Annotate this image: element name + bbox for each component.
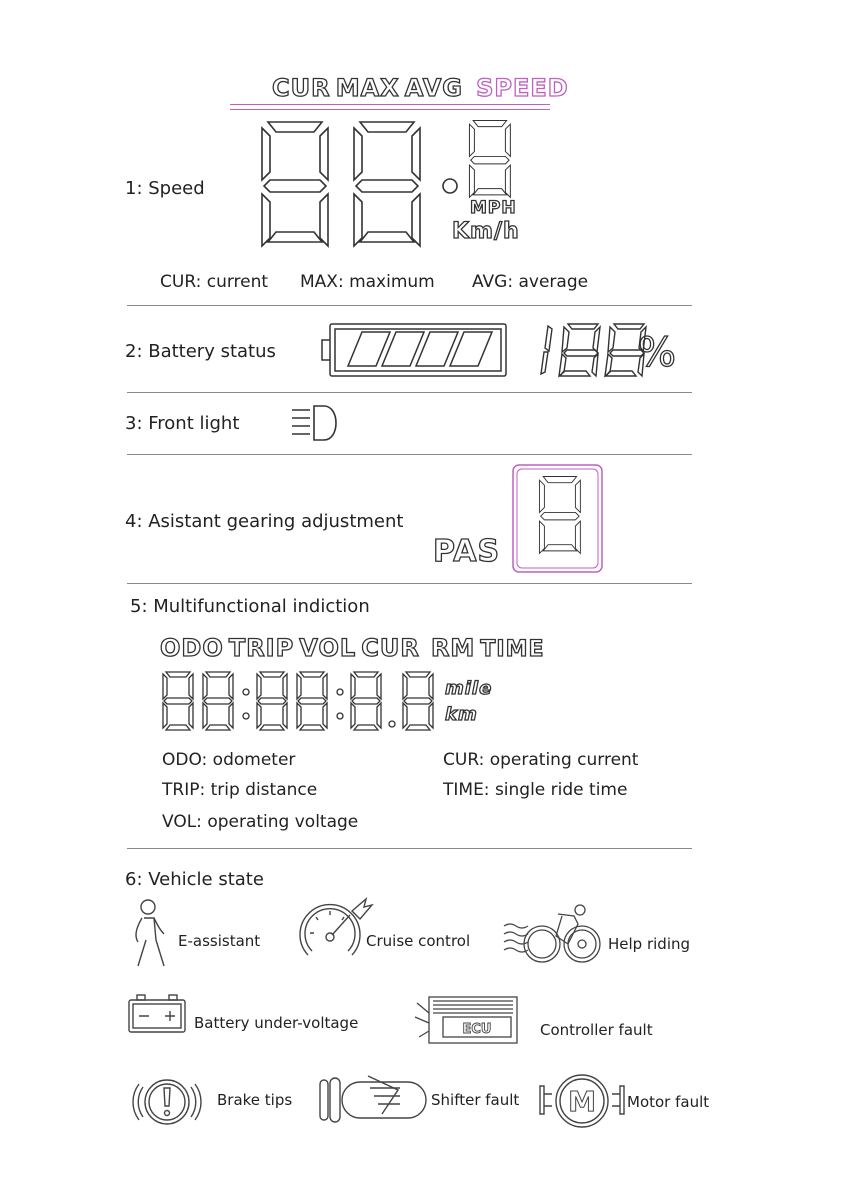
multi-header-odo: ODO [160,634,224,662]
headlight-icon [290,404,350,444]
multi-header-cur: CUR [361,634,420,662]
speed-header-underline [230,104,550,110]
speed-label: 1: Speed [125,178,205,199]
speed-header-avg: AVG [404,74,463,102]
legend-trip: TRIP: trip distance [162,780,318,800]
state-label-battery-under-voltage: Battery under-voltage [194,1014,359,1032]
multi-label: 5: Multifunctional indiction [130,596,370,617]
legend-vol: VOL: operating voltage [162,812,359,832]
divider [127,583,692,584]
speed-header-max: MAX [335,74,400,102]
battery-percent-digits [540,322,650,378]
ecu-text: ECU [462,1022,492,1037]
state-label-motor-fault: Motor fault [627,1093,710,1111]
battery-icon [320,322,510,378]
divider [127,392,692,393]
multi-digits [160,670,445,732]
multi-header-rm: RM [430,634,476,662]
state-label-cruise: Cruise control [366,932,471,950]
vehicle-label: 6: Vehicle state [125,869,264,890]
motor-icon [538,1072,626,1130]
state-label-help-riding: Help riding [608,935,691,953]
front-light-label: 3: Front light [125,413,240,434]
car-battery-icon [127,992,189,1034]
walking-person-icon [128,898,170,970]
speed-unit-kmh: Km/h [452,219,520,244]
state-label-shifter-fault: Shifter fault [431,1091,520,1109]
multi-header [160,634,545,662]
speed-legend-avg: AVG: average [472,272,589,292]
pas-digit [512,464,604,574]
divider [127,454,692,455]
pas-tag: PAS [433,534,501,569]
speed-header-cur: CUR [272,74,331,102]
legend-cur: CUR: operating current [443,750,639,770]
multi-header-time: TIME [480,637,545,662]
multi-unit-km: km [445,704,478,725]
battery-percent-sign: % [638,330,678,376]
divider [127,305,692,306]
shifter-icon [318,1072,430,1128]
legend-odo: ODO: odometer [162,750,296,770]
multi-unit-mile: mile [445,678,493,699]
divider [127,848,692,849]
cyclist-icon [500,902,604,968]
speedometer-icon [298,895,378,965]
multi-header-trip: TRIP [228,634,295,662]
speed-header [272,74,569,104]
motor-letter: M [568,1085,596,1118]
state-label-controller-fault: Controller fault [540,1021,653,1039]
speed-legend-cur: CUR: current [160,272,269,292]
legend-time: TIME: single ride time [443,780,628,800]
pas-label: 4: Asistant gearing adjustment [125,511,404,532]
speed-legend-max: MAX: maximum [300,272,435,292]
speed-header-speed: SPEED [476,74,569,102]
state-label-e-assistant: E-assistant [178,932,261,950]
state-label-brake-tips: Brake tips [217,1091,293,1109]
battery-label: 2: Battery status [125,341,276,362]
speed-unit-mph: MPH [470,198,517,218]
ecu-icon [413,995,521,1047]
multi-header-vol: VOL [299,634,357,662]
brake-warning-icon [127,1072,207,1132]
